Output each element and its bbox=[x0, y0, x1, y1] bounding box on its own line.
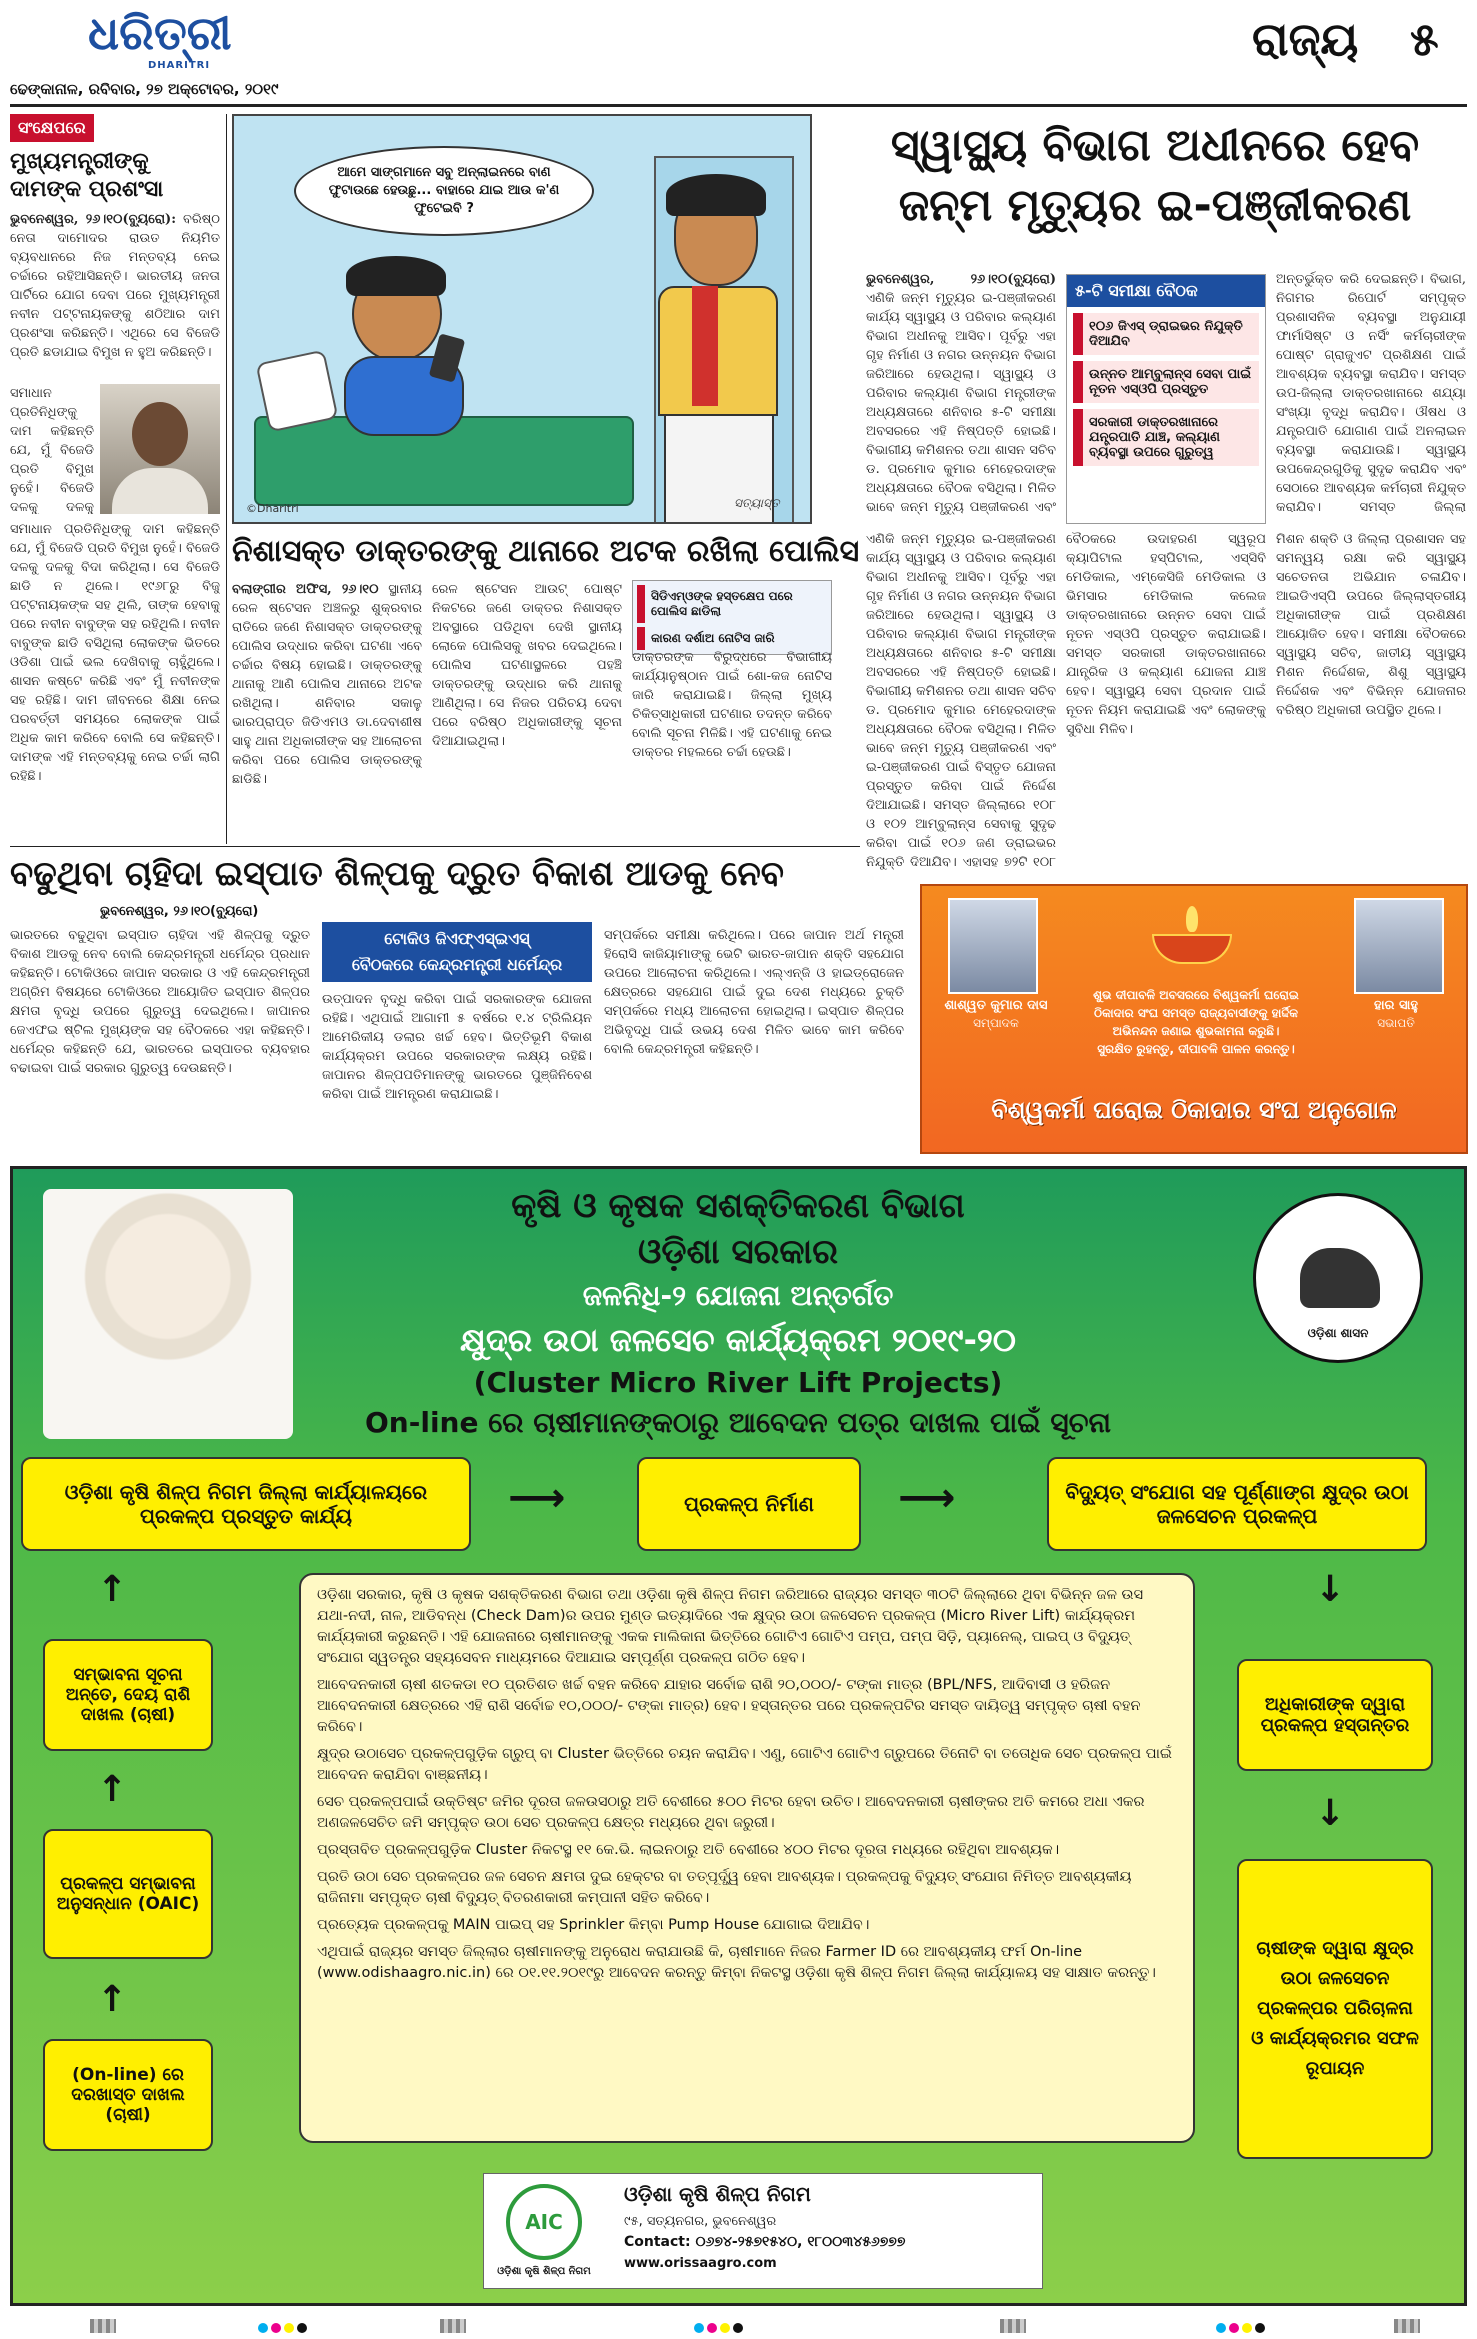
steel-box-line-2: ବୈଠକରେ କେନ୍ଦ୍ରମନ୍ତ୍ରୀ ଧର୍ମେନ୍ଦ୍ର bbox=[351, 955, 563, 974]
greeting-message: ଶୁଭ ଦୀପାବଳି ଅବସରରେ ବିଶ୍ୱକର୍ମା ଘରୋଇ ଠିକାଦାର ସଂଘ ସମସ୍ତ ରାଜ୍ୟବାସୀଙ୍କୁ ହାର୍ଦ୍ଦିକ ଅଭିନନ୍ଦନ ଜଣାଇ ଶୁଭକାମନା କରୁଛି। ସୁରକ୍ଷିତ ରୁହନ୍ତୁ, ଦୀପାବଳି ପାଳନ କରନ୍ତୁ। bbox=[1093, 988, 1299, 1056]
name-editor: ଶାଶ୍ୱତ କୁମାର ଦାସ bbox=[944, 998, 1048, 1013]
ad-title-line-2: ଓଡ଼ିଶା ସରକାର bbox=[637, 1232, 839, 1272]
brief-text-2b: ସମାଧାନ ପ୍ରତିନିଧିଙ୍କୁ ଦାମ କହିଛନ୍ତି ଯେ, ମୁଁ ବିଜେଡି ପ୍ରତି ବିମୁଖ ନୁହେଁ। ବିଜେଡି ଦଳକୁ ଦଳକୁ ବିଦା କରିଥିଲା। ସେ ବିଜେଡି ଛାଡି ନ ଥିଲେ। ୧୯୬୮ରୁ ବିଜୁ ପଟ୍ଟନାୟକଙ୍କ ସହ ଥିଲି, ତାଙ୍କ ହେବାକୁ ପରେ ନବୀନ ବାବୁଙ୍କ ସହ ରହିଥିଲି। ନବୀନ ବାବୁଙ୍କ ଛାଡି ବସିଥିଲା ଲୋକଙ୍କ ଭିତରେ ଓଡିଶା ପାଇଁ ଭଲ ଦେଖିବାକୁ ଚାହୁଁଥିଲେ। ଶାସନ କଷ୍ଟେ କରିଛି ଏବଂ ମୁଁ ନବୀନଙ୍କ ସହ ରହିଛି। ଦାମ ଜୀବନରେ ଶିକ୍ଷା ନେଇ ପରବର୍ତ୍ତୀ ସମୟରେ ଲୋକଙ୍କ ପାଇଁ ଅଧିକ କାମ କରିବେ ବୋଲି ସେ କହିଛନ୍ତି। ଦାମଙ୍କ ଏହି ମନ୍ତବ୍ୟକୁ ନେଇ ଚର୍ଚ୍ଚା ଲାଗି ରହିଛି। bbox=[10, 522, 220, 784]
ad-title-line-3: ଜଳନିଧି-୨ ଯୋଜନା ଅନ୍ତର୍ଗତ bbox=[582, 1279, 894, 1312]
greeting-ad bbox=[920, 884, 1468, 1154]
print-mark bbox=[1000, 2319, 1026, 2333]
health-col-3 bbox=[1276, 270, 1466, 520]
flow-right-2: ଚାଷୀଙ୍କ ଦ୍ୱାରା କ୍ଷୁଦ୍ର ଉଠା ଜଳସେଚନ ପ୍ରକଳ୍ପର ପରିଚାଳନା ଓ କାର୍ଯ୍ୟକ୍ରମର ସଫଳ ରୂପାୟନ bbox=[1237, 1859, 1433, 2159]
emblem-horse-icon bbox=[1300, 1248, 1380, 1308]
police-text-3: ଡାକ୍ତରଙ୍କ ବିରୁଦ୍ଧରେ ବିଭାଗୀୟ କାର୍ଯ୍ୟାନୁଷ୍ଠାନ ପାଇଁ ଶୋ-କଜ ନୋଟିସ ଜାରି କରାଯାଇଛି। ଜିଲ୍ଲା ମୁଖ୍ୟ ଚିକିତ୍ସାଧିକାରୀ ଘଟଣାର ତଦନ୍ତ କରିବେ ବୋଲି ସୂଚନା ମିଳିଛି। ଏହି ଘଟଣାକୁ ନେଇ ଡାକ୍ତର ମହଲରେ ଚର୍ଚ୍ଚା ହେଉଛି। bbox=[632, 650, 832, 760]
logo-sub: DHARITRI bbox=[148, 60, 211, 71]
steel-headline: ବଢୁଥିବା ଚାହିଦା ଇସ୍ପାତ ଶିଳ୍ପକୁ ଦ୍ରୁତ ବିକାଶ ଆଡକୁ ନେବ bbox=[10, 854, 784, 894]
health-col-1b: ଏଣିକି ଜନ୍ମ ମୃତ୍ୟୁର ଇ-ପଞ୍ଜୀକରଣ କାର୍ଯ୍ୟ ସ୍ୱାସ୍ଥ୍ୟ ଓ ପରିବାର କଲ୍ୟାଣ ବିଭାଗ ଅଧୀନକୁ ଆସିବ। ପୂର୍ବରୁ ଏହା ଗୃହ ନିର୍ମାଣ ଓ ନଗର ଉନ୍ନୟନ ବିଭାଗ ଜରିଆରେ ହେଉଥିଲା। ସ୍ୱାସ୍ଥ୍ୟ ଓ ପରିବାର କଲ୍ୟାଣ ବିଭାଗ ମନ୍ତ୍ରୀଙ୍କ ଅଧ୍ୟକ୍ଷତାରେ ଶନିବାର ୫-ଟି ସମୀକ୍ଷା ଅବସରରେ ଏହି ନିଷ୍ପତ୍ତି ହୋଇଛି। ବିଭାଗୀୟ କମିଶନର ତଥା ଶାସନ ସଚିବ ଡ. ପ୍ରମୋଦ କୁମାର ମେହେରଦାଙ୍କ ଅଧ୍ୟକ୍ଷତାରେ ବୈଠକ ବସିଥିଲା। ମିଳିତ ଭାବେ ଜନ୍ମ ମୃତ୍ୟୁ ପଞ୍ଜୀକରଣ ଏବଂ ଇ-ପଞ୍ଜୀକରଣ ପାଇଁ ବିସ୍ତୃତ ଯୋଜନା ପ୍ରସ୍ତୁତ କରିବା ପାଇଁ ନିର୍ଦ୍ଦେଶ ଦିଆଯାଇଛି। ସମସ୍ତ ଜିଲ୍ଲାରେ ୧୦୮ ଓ ୧୦୨ ଆମ୍ବୁଲାନ୍ସ ସେବାକୁ ସୁଦୃଢ କରିବା ପାଇଁ ୧୦୬ ଜଣ ଡ୍ରାଇଭର ନିଯୁକ୍ତି ଦିଆଯିବ। ଏହାସହ ୭୨ଟି ୧୦୮ bbox=[866, 532, 1056, 870]
health-headline-1: ସ୍ୱାସ୍ଥ୍ୟ ବିଭାଗ ଅଧୀନରେ ହେବ bbox=[890, 120, 1420, 171]
health-sidebar-item-2: ଉନ୍ନତ ଆମ୍ବୁଲାନ୍ସ ସେବା ପାଇଁ ନୂତନ ଏସ୍‌ଓପି ପ୍ରସ୍ତୁତ bbox=[1073, 361, 1259, 403]
role-president: ସଭାପତି bbox=[1377, 1016, 1415, 1030]
police-text-2: ରେଳ ଷ୍ଟେସନ ଆଉଟ୍‌ ପୋଷ୍ଟ ନିକଟରେ ଜଣେ ଡାକ୍ତର ନିଶାସକ୍ତ ଅବସ୍ଥାରେ ପଡିଥିବା ଦେଖି ସ୍ଥାନୀୟ ଲୋକେ ପୋଲିସକୁ ଖବର ଦେଇଥିଲେ। ପୋଲିସ ଘଟଣାସ୍ଥଳରେ ପହଞ୍ଚି ଡାକ୍ତରଙ୍କୁ ଉଦ୍ଧାର କରି ଥାନାକୁ ଆଣିଥିଲା। ସେ ନିଜର ପରିଚୟ ଦେବା ପରେ ବରିଷ୍ଠ ଅଧିକାରୀଙ୍କୁ ସୂଚନା ଦିଆଯାଇଥିଲା। bbox=[432, 582, 622, 749]
health-text-left: ଏଣିକି ଜନ୍ମ ମୃତ୍ୟୁର ଇ-ପଞ୍ଜୀକରଣ କାର୍ଯ୍ୟ ସ୍ୱାସ୍ଥ୍ୟ ଓ ପରିବାର କଲ୍ୟାଣ ବିଭାଗ ଅଧୀନକୁ ଆସିବ। ପୂର୍ବରୁ ଏହା ଗୃହ ନିର୍ମାଣ ଓ ନଗର ଉନ୍ନୟନ ବିଭାଗ ଜରିଆରେ ହେଉଥିଲା। ସ୍ୱାସ୍ଥ୍ୟ ଓ ପରିବାର କଲ୍ୟାଣ ବିଭାଗ ମନ୍ତ୍ରୀଙ୍କ ଅଧ୍ୟକ୍ଷତାରେ ଶନିବାର ୫-ଟି ସମୀକ୍ଷା ଅବସରରେ ଏହି ନିଷ୍ପତ୍ତି ହୋଇଛି। ବିଭାଗୀୟ କମିଶନର ତଥା ଶାସନ ସଚିବ ଡ. ପ୍ରମୋଦ କୁମାର ମେହେରଦାଙ୍କ ଅଧ୍ୟକ୍ଷତାରେ ବୈଠକ ବସିଥିଲା। ମିଳିତ ଭାବେ ଜନ୍ମ ମୃତ୍ୟୁ ପଞ୍ଜୀକରଣ ଏବଂ bbox=[866, 291, 1056, 515]
flow-top-1: ଓଡ଼ିଶା କୃଷି ଶିଳ୍ପ ନିଗମ ଜିଲ୍ଲା କାର୍ଯ୍ୟାଳୟରେ ପ୍ରକଳ୍ପ ପ୍ରସ୍ତୁତ କାର୍ଯ୍ୟ bbox=[21, 1457, 471, 1551]
ad-title-line-5: (Cluster Micro River Lift Projects) bbox=[473, 1366, 1003, 1399]
steel-top-rule bbox=[10, 846, 860, 847]
photo-shirt-icon bbox=[112, 468, 208, 514]
speech-text: ଆମେ ସାଙ୍ଗମାନେ ସବୁ ଅନ୍‌ଲାଇନରେ ବାଣ ଫୁଟାଉଛେ ହେଉଛୁ... ବାହାରେ ଯାଇ ଆଉ କ'ଣ ଫୁଟେଇବି ? bbox=[328, 165, 560, 216]
health-sidebar-title: ୫-ଟି ସମୀକ୍ଷା ବୈଠକ bbox=[1067, 275, 1265, 307]
health-sidebar-item-1: ୧୦୬ ଜିଏସ୍ ଡ୍ରାଇଭର ନିଯୁକ୍ତି ଦିଆଯିବ bbox=[1073, 313, 1259, 355]
color-registration-mark bbox=[258, 2323, 307, 2333]
steel-text-3: ସମ୍ପର୍କରେ ସମୀକ୍ଷା କରିଥିଲେ। ପରେ ଜାପାନ ଅର୍ଥ ମନ୍ତ୍ରୀ ହିରୋସି କାଜିୟାମାଙ୍କୁ ଭେଟି ଭାରତ-ଜାପାନ ଶକ୍ତି ସହଯୋଗ ଉପରେ ଆଲୋଚନା କରିଥିଲେ। ଏଲ୍‌ଏନ୍‌ଜି ଓ ହାଇଡ୍ରୋଜେନ କ୍ଷେତ୍ରରେ ସହଯୋଗ ପାଇଁ ଦୁଇ ଦେଶ ମଧ୍ୟରେ ଚୁକ୍ତି ସମ୍ପର୍କରେ ମଧ୍ୟ ଆଲୋଚନା ହୋଇଥିଲା। ଇସ୍ପାତ ଶିଳ୍ପର ଅଭିବୃଦ୍ଧି ପାଇଁ ଉଭୟ ଦେଶ ମିଳିତ ଭାବେ କାମ କରିବେ ବୋଲି କେନ୍ଦ୍ରମନ୍ତ୍ରୀ କହିଛନ୍ତି। bbox=[604, 928, 904, 1057]
health-sidebar bbox=[1066, 274, 1266, 524]
brief-headline: ମୁଖ୍ୟମନ୍ତ୍ରୀଙ୍କୁ ଦାମଙ୍କ ପ୍ରଶଂସା bbox=[10, 149, 164, 202]
dateline: ଢେଙ୍କାନାଳ, ରବିବାର, ୨୭ ଅକ୍ଟୋବର, ୨୦୧୯ bbox=[10, 80, 279, 98]
ad-notice bbox=[299, 1573, 1195, 2143]
police-col-3 bbox=[632, 648, 832, 836]
brief-dateline: ଭୁବନେଶ୍ୱର, ୨୬।୧୦(ବ୍ୟୁରୋ): bbox=[10, 212, 177, 227]
steel-box bbox=[322, 922, 592, 982]
health-headline-2: ଜନ୍ମ ମୃତ୍ୟୁର ଇ-ପଞ୍ଜୀକରଣ bbox=[898, 180, 1412, 231]
speech-bubble bbox=[294, 146, 594, 236]
police-sidebar-item-2: କାରଣ ଦର୍ଶାଅ ନୋଟିସ ଜାରି bbox=[637, 627, 827, 650]
ad-para-5: ପ୍ରସ୍ତାବିତ ପ୍ରକଳ୍ପଗୁଡ଼ିକ Cluster ନିକଟସ୍ଥ ୧୧ କେ.ଭି. ଲାଇନଠାରୁ ଅତି ବେଶୀରେ ୪୦୦ ମିଟର ଦୂରତା ମଧ୍ୟରେ ରହିଥିବା ଆବଶ୍ୟକ। bbox=[317, 1842, 1060, 1858]
brief-column bbox=[10, 114, 220, 874]
photo-editor bbox=[948, 898, 1038, 994]
health-text-right: ଅନ୍ତର୍ଭୁକ୍ତ କରି ଦେଇଛନ୍ତି। ବିଭାଗ, ନିଗମର ରିପୋର୍ଟ ସମ୍ପୃକ୍ତ ପ୍ରଶାସନିକ ବ୍ୟବସ୍ଥା ଅନୁଯାୟୀ ଫାର୍ମାସିଷ୍ଟ ଓ ନର୍ସିଂ କର୍ମଚାରୀଙ୍କ ପୋଷ୍ଟ ଗ୍ରାଜୁଏଟ ପ୍ରଶିକ୍ଷଣ ପାଇଁ ଆବଶ୍ୟକ ବ୍ୟବସ୍ଥା କରାଯିବ। ସମସ୍ତ ଉପ-ଜିଲ୍ଲା ଡାକ୍ତରଖାନାରେ ଶଯ୍ୟା ସଂଖ୍ୟା ବୃଦ୍ଧି କରାଯିବ। ଔଷଧ ଓ ଯନ୍ତ୍ରପାତି ଯୋଗାଣ ପାଇଁ ଅନଲାଇନ ବ୍ୟବସ୍ଥା କରାଯାଉଛି। ସ୍ୱାସ୍ଥ୍ୟ ଉପକେନ୍ଦ୍ରଗୁଡିକୁ ସୁଦୃଢ କରାଯିବ ଏବଂ ସେଠାରେ ଆବଶ୍ୟକ କର୍ମଚାରୀ ନିଯୁକ୍ତ କରାଯିବ। ସମସ୍ତ ଜିଲ୍ଲା bbox=[1276, 272, 1466, 515]
health-dateline: ଭୁବନେଶ୍ୱର, ୨୬।୧୦(ବ୍ୟୁରୋ) bbox=[866, 272, 1056, 287]
cartoon bbox=[232, 114, 812, 524]
ad-footer bbox=[483, 2173, 1043, 2289]
arrow-down-icon: ↓ bbox=[1315, 1569, 1346, 1610]
arrow-up-icon: ↑ bbox=[97, 1979, 128, 2020]
page-number: ୫ bbox=[1410, 12, 1439, 66]
cartoon-boy-hair bbox=[346, 256, 446, 296]
role-editor: ସମ୍ପାଦକ bbox=[973, 1016, 1019, 1030]
health-col-2b bbox=[1066, 530, 1266, 870]
ad-para-6: ପ୍ରତି ଉଠା ସେଚ ପ୍ରକଳ୍ପର ଜଳ ସେଚନ କ୍ଷମତା ଦୁଇ ହେକ୍ଟର ବା ତତ୍ପୂର୍ଦ୍ଧ୍ୱ ହେବା ଆବଶ୍ୟକ। ପ୍ରକଳ୍ପକୁ ବିଦ୍ୟୁତ୍ ସଂଯୋଗ ନିମିତ୍ତ ଆବଶ୍ୟକୀୟ ରାଜିନାମା ସମ୍ପୃକ୍ତ ଚାଷୀ ବିଦ୍ୟୁତ୍ ବିତରଣକାରୀ କମ୍ପାନୀ ସହିତ କରିବେ। bbox=[317, 1869, 1132, 1906]
org-website: www.orissaagro.com bbox=[624, 2256, 777, 2271]
steel-col-2 bbox=[322, 990, 592, 1154]
masthead bbox=[0, 0, 1477, 100]
health-sidebar-item-3: ସରକାରୀ ଡାକ୍ତରଖାନାରେ ଯନ୍ତ୍ରପାତି ଯାଞ୍ଚ, କଲ୍ୟାଣ ବ୍ୟବସ୍ଥା ଉପରେ ଗୁରୁତ୍ୱ bbox=[1073, 409, 1259, 466]
emblem-text: ଓଡ଼ିଶା ଶାସନ bbox=[1307, 1326, 1369, 1340]
col-rule-1 bbox=[226, 114, 227, 844]
odisha-emblem bbox=[1253, 1193, 1423, 1363]
cartoon-man-hair bbox=[666, 174, 766, 216]
photo-face-icon bbox=[132, 402, 188, 466]
cartoon-signature: ସତ୍ୟାସ୍ତ bbox=[734, 496, 780, 510]
brief-text-2a: ସମାଧାନ ପ୍ରତିନିଧିଙ୍କୁ ଦାମ କହିଛନ୍ତି ଯେ, ମୁଁ ବିଜେଡି ପ୍ରତି ବିମୁଖ ନୁହେଁ। ବିଜେଡି ଦଳକୁ ଦଳକୁ bbox=[10, 386, 94, 514]
police-col-2 bbox=[432, 580, 622, 836]
steel-text-2: ଉତ୍ପାଦନ ବୃଦ୍ଧି କରିବା ପାଇଁ ସରକାରଙ୍କ ଯୋଜନା ରହିଛି। ଏଥିପାଇଁ ଆଗାମୀ ୫ ବର୍ଷରେ ୧.୪ ଟ୍ରିଲିୟନ ଆମେରିକୀୟ ଡଲାର ଖର୍ଚ୍ଚ ହେବ। ଭିତ୍ତିଭୂମି ବିକାଶ କାର୍ଯ୍ୟକ୍ରମ ଉପରେ ସରକାରଙ୍କ ଲକ୍ଷ୍ୟ ରହିଛି। ଜାପାନର ଶିଳ୍ପପତିମାନଙ୍କୁ ଭାରତରେ ପୁଞ୍ଜିନିବେଶ କରିବା ପାଇଁ ଆମନ୍ତ୍ରଣ କରାଯାଇଛି। bbox=[322, 992, 592, 1102]
logo-text: ଧରିତ୍ରୀ bbox=[88, 6, 232, 60]
color-registration-mark bbox=[1216, 2323, 1265, 2333]
steel-text-1: ଭାରତରେ ବଢୁଥିବା ଇସ୍ପାତ ଚାହିଦା ଏହି ଶିଳ୍ପକୁ ଦ୍ରୁତ ବିକାଶ ଆଡକୁ ନେବ ବୋଲି କେନ୍ଦ୍ରମନ୍ତ୍ରୀ ଧର୍ମେନ୍ଦ୍ର ପ୍ରଧାନ କହିଛନ୍ତି। ଟୋକିଓରେ ଜାପାନ ସରକାର ଓ ଏହି କେନ୍ଦ୍ରମନ୍ତ୍ରୀ ଅଗ୍ରିମ ବିଷୟରେ ଟୋକିଓରେ ଆୟୋଜିତ ଇସ୍ପାତ ଶିଳ୍ପର କ୍ଷମତା ବୃଦ୍ଧି ଉପରେ ଗୁରୁତ୍ୱ ଦେଇଥିଲେ। ଜାପାନର ଜେଏଫଇ ଷ୍ଟିଲ ମୁଖ୍ୟଙ୍କ ସହ ବୈଠକରେ ଏହା କହିଛନ୍ତି। ଧର୍ମେନ୍ଦ୍ର କହିଛନ୍ତି ଯେ, ଭାରତରେ ଇସ୍ପାତର ବ୍ୟବହାର ବଢାଇବା ପାଇଁ ସରକାର ଗୁରୁତ୍ୱ ଦେଉଛନ୍ତି। bbox=[10, 928, 310, 1076]
cm-photo bbox=[43, 1189, 293, 1439]
ad-title-line-1: କୃଷି ଓ କୃଷକ ସଶକ୍ତିକରଣ ବିଭାଗ bbox=[511, 1186, 965, 1226]
health-col-1 bbox=[866, 270, 1056, 518]
police-headline: ନିଶାସକ୍ତ ଡାକ୍ତରଙ୍କୁ ଥାନାରେ ଅଟକ ରଖିଲା ପୋଲିସ bbox=[232, 534, 860, 569]
org-contact: Contact: ୦୬୭୪-୨୫୭୧୫୪୦, ୧୮୦୦୩୪୫୬୭୭୭ bbox=[624, 2234, 906, 2250]
steel-col-1 bbox=[10, 926, 310, 1154]
ad-para-2: ଆବେଦନକାରୀ ଚାଷୀ ଶତକଡା ୧୦ ପ୍ରତିଶତ ଖର୍ଚ୍ଚ ବହନ କରିବେ ଯାହାର ସର୍ବୋଚ୍ଚ ରାଶି ୨୦,୦୦୦/- ଟଙ୍କା ମାତ୍ର (BPL/NFS, ଆଦିବାସୀ ଓ ହରିଜନ ଆବେଦନକାରୀ କ୍ଷେତ୍ରରେ ଏହି ରାଶି ସର୍ବୋଚ୍ଚ ୧୦,୦୦୦/- ଟଙ୍କା ମାତ୍ର) ହେବ। ହସ୍ତାନ୍ତର ପରେ ପ୍ରକଳ୍ପଟିର ସମସ୍ତ ଦାୟିତ୍ୱ ସମ୍ପୃକ୍ତ ଚାଷୀ ବହନ କରିବେ। bbox=[317, 1677, 1141, 1735]
health-col-3b bbox=[1276, 530, 1466, 870]
police-col-1 bbox=[232, 580, 422, 836]
health-text-bottom-left: ବୈଠକରେ ଉଦାହରଣ ସ୍ୱରୂପ କ୍ୟାପିଟାଲ ହସ୍ପିଟାଲ, ଏସ୍‌ସିବି ମେଡିକାଲ, ଏମ୍‌କେସିଜି ମେଡିକାଲ ଓ ଭିମସାର ମେଡିକାଲ କଲେଜ ଡାକ୍ତରଖାନାରେ ଉନ୍ନତ ସେବା ପାଇଁ ନୂତନ ଏସ୍‌ଓପି ପ୍ରସ୍ତୁତ କରାଯାଇଛି। ସମସ୍ତ ସରକାରୀ ଡାକ୍ତରଖାନାରେ ଯାନ୍ତ୍ରିକ ଓ କଲ୍ୟାଣ ଯୋଜନା ଯାଞ୍ଚ ହେବ। ସ୍ୱାସ୍ଥ୍ୟ ସେବା ପ୍ରଦାନ ପାଇଁ ନୂତନ ନିୟମ କରାଯାଇଛି ଏବଂ ଲୋକଙ୍କୁ ସୁବିଧା ମିଳିବ। bbox=[1066, 532, 1266, 737]
govt-ad bbox=[10, 1166, 1467, 2306]
steel-dateline: ଭୁବନେଶ୍ୱର, ୨୬।୧୦(ବ୍ୟୁରୋ) bbox=[100, 904, 259, 919]
ad-title-line-6: On-line ରେ ଚାଷୀମାନଙ୍କଠାରୁ ଆବେଦନ ପତ୍ର ଦାଖଲ ପାଇଁ ସୂଚନା bbox=[365, 1406, 1111, 1439]
flow-top-3: ବିଦ୍ୟୁତ୍ ସଂଯୋଗ ସହ ପୂର୍ଣ୍ଣାଙ୍ଗ କ୍ଷୁଦ୍ର ଉଠା ଜଳସେଚନ ପ୍ରକଳ୍ପ bbox=[1047, 1457, 1427, 1551]
police-dateline: ବଲାଙ୍ଗୀର ଅଫିସ, ୨୬।୧୦ bbox=[232, 582, 379, 597]
police-sidebar bbox=[632, 580, 832, 655]
org-name: ଓଡ଼ିଶା କୃଷି ଶିଳ୍ପ ନିଗମ bbox=[624, 2182, 811, 2206]
color-registration-mark bbox=[694, 2323, 743, 2333]
arrow-right-icon: ⟶ bbox=[898, 1475, 956, 1521]
oaic-logo bbox=[506, 2184, 582, 2260]
print-mark bbox=[1394, 2319, 1420, 2333]
ad-para-1: ଓଡ଼ିଶା ସରକାର, କୃଷି ଓ କୃଷକ ସଶକ୍ତିକରଣ ବିଭାଗ ତଥା ଓଡ଼ିଶା କୃଷି ଶିଳ୍ପ ନିଗମ ଜରିଆରେ ରାଜ୍ୟର ସମସ୍ତ ୩୦ଟି ଜିଲ୍ଲାରେ ଥିବା ବିଭିନ୍ନ ଜଳ ଉସ ଯଥା-ନଦୀ, ନାଳ, ଆଡିବନ୍ଧ (Check Dam)ର ଉପର ମୁଣ୍ଡ ଇତ୍ୟାଦିରେ ଏକ କ୍ଷୁଦ୍ର ଉଠା ଜଳସେଚନ ପ୍ରକଳ୍ପ (Micro River Lift) କାର୍ଯ୍ୟକ୍ରମ କାର୍ଯ୍ୟକାରୀ କରୁଛନ୍ତି। ଏହି ଯୋଜନାରେ ଚାଷୀମାନଙ୍କୁ ଏକକ ମାଲିକାନା ଭିତ୍ତିରେ ଗୋଟିଏ ଗୋଟିଏ ପମ୍ପ, ପମ୍ପ ସିଡ଼ି, ପ୍ୟାନେଲ୍, ପାଇପ୍ ଓ ବିଦ୍ୟୁତ୍ ସଂଯୋଗ ସ୍ୱତନ୍ତ୍ର ସହ୍ୟସେବନ ମାଧ୍ୟମରେ ଦିଆଯାଇ ସମ୍ପୂର୍ଣ୍ଣ ପ୍ରକଳ୍ପ ଗଠିତ ହେବ। bbox=[317, 1587, 1144, 1666]
section-name: ରାଜ୍ୟ bbox=[1252, 12, 1359, 66]
brief-tag: ସଂକ୍ଷେପରେ bbox=[10, 114, 94, 142]
damodar-photo bbox=[100, 384, 220, 514]
ad-title-line-4: କ୍ଷୁଦ୍ର ଉଠା ଜଳସେଚ କାର୍ଯ୍ୟକ୍ରମ ୨୦୧୯-୨୦ bbox=[460, 1321, 1016, 1359]
cartoon-credit: ©Dharitri bbox=[246, 502, 299, 515]
oaic-logo-caption: ଓଡ଼ିଶା କୃଷି ଶିଳ୍ପ ନିଗମ bbox=[497, 2266, 591, 2277]
health-text-bottom-right: ମିଶନ ଶକ୍ତି ଓ ଜିଲ୍ଲା ପ୍ରଶାସନ ସହ ସମନ୍ୱୟ ରକ୍ଷା କରି ସ୍ୱାସ୍ଥ୍ୟ ସଚେତନତା ଅଭିଯାନ ଚଳାଯିବ। ଆଇଡିଏସ୍‌ପି ଉପରେ ଜିଲ୍ଲାସ୍ତରୀୟ ଅଧିକାରୀଙ୍କ ପାଇଁ ପ୍ରଶିକ୍ଷଣ ଆୟୋଜିତ ହେବ। ସମୀକ୍ଷା ବୈଠକରେ ସ୍ୱାସ୍ଥ୍ୟ ସଚିବ, ଜାତୀୟ ସ୍ୱାସ୍ଥ୍ୟ ମିଶନ ନିର୍ଦ୍ଦେଶକ, ଶିଶୁ ସ୍ୱାସ୍ଥ୍ୟ ନିର୍ଦ୍ଦେଶକ ଏବଂ ବିଭିନ୍ନ ଯୋଜନାର ବରିଷ୍ଠ ଅଧିକାରୀ ଉପସ୍ଥିତ ଥିଲେ। bbox=[1276, 532, 1466, 718]
flow-left-3: (On-line) ରେ ଦରଖାସ୍ତ ଦାଖଲ (ଚାଷୀ) bbox=[43, 2039, 213, 2151]
masthead-rule bbox=[10, 104, 1467, 107]
arrow-up-icon: ↑ bbox=[97, 1769, 128, 1810]
ad-para-4: ସେଚ ପ୍ରକଳ୍ପପାଇଁ ଉକ୍ତିଷ୍ଟ ଜମିର ଦୂରତା ଜଳଉସଠାରୁ ଅତି ବେଶୀରେ ୫୦୦ ମିଟର ହେବା ଉଚିତ। ଆବେଦନକାରୀ ଚାଷୀଙ୍କର ଅତି କମରେ ଅଧା ଏକର ଅଣଜଳସେଚିତ ଜମି ସମ୍ପୃକ୍ତ ଉଠା ସେଚ ପ୍ରକଳ୍ପ କ୍ଷେତ୍ର ମଧ୍ୟରେ ଥିବା ଜରୁରୀ। bbox=[317, 1794, 1145, 1831]
arrow-right-icon: ⟶ bbox=[508, 1475, 566, 1521]
print-mark bbox=[440, 2319, 466, 2333]
flow-left-2: ପ୍ରକଳ୍ପ ସମ୍ଭାବନା ଅନୁସନ୍ଧାନ (OAIC) bbox=[43, 1829, 213, 1959]
ad-para-3: କ୍ଷୁଦ୍ର ଉଠାସେଚ ପ୍ରକଳ୍ପଗୁଡ଼ିକ ଗ୍ରୁପ୍ ବା Cluster ଭିତ୍ତିରେ ଚୟନ କରାଯିବ। ଏଣୁ, ଗୋଟିଏ ଗୋଟିଏ ଗ୍ରୁପରେ ତିନୋଟି ବା ତତୋଧିକ ସେଚ ପ୍ରକଳ୍ପ ପାଇଁ ଆବେଦନ କରାଯିବା ବାଞ୍ଛନୀୟ। bbox=[317, 1746, 1172, 1783]
cartoon-man-towel bbox=[692, 286, 718, 406]
cartoon-pillow bbox=[255, 349, 338, 432]
steel-box-line-1: ଟୋକିଓ ଜିଏଫ୍‌ଏସ୍‌ଇଏସ୍ bbox=[384, 929, 530, 948]
greeting-org: ବିଶ୍ୱକର୍ମା ଘରୋଇ ଠିକାଦାର ସଂଘ ଅନୁଗୋଳ bbox=[991, 1096, 1397, 1124]
photo-president bbox=[1354, 898, 1444, 994]
steel-col-3 bbox=[604, 926, 904, 1154]
oaic-logo-text: AIC bbox=[525, 2210, 563, 2234]
brief-text-1: ବରିଷ୍ଠ ନେତା ଦାମୋଦର ରାଉତ ନିୟମିତ ବ୍ୟବଧାନରେ ନିଜ ମନ୍ତବ୍ୟ ନେଇ ଚର୍ଚ୍ଚାରେ ରହିଆସିଛନ୍ତି। ଭାରତୀୟ ଜନତା ପାର୍ଟିରେ ଯୋଗ ଦେବା ପରେ ମୁଖ୍ୟମନ୍ତ୍ରୀ ନବୀନ ପଟ୍ଟନାୟକଙ୍କୁ ଶଠିଆର ଦାମ ପ୍ରଶଂସା କରିଛନ୍ତି। ଏଥିରେ ସେ ବିଜେଡି ପ୍ରତି ଛଡାଯାଇ ବିମୁଖ ନ ହୁଅ କରିଛନ୍ତି। bbox=[10, 212, 220, 360]
arrow-up-icon: ↑ bbox=[97, 1569, 128, 1610]
police-sidebar-item-1: ସିଡିଏମ୍‌ଓଙ୍କ ହସ୍ତକ୍ଷେପ ପରେ ପୋଲିସ ଛାଡିଲା bbox=[637, 585, 827, 623]
flow-right-1: ଅଧିକାରୀଙ୍କ ଦ୍ୱାରା ପ୍ରକଳ୍ପ ହସ୍ତାନ୍ତର bbox=[1237, 1659, 1433, 1771]
police-text-1: ସ୍ଥାନୀୟ ରେଳ ଷ୍ଟେସନ ଅଞ୍ଚଳରୁ ଶୁକ୍ରବାର ରାତିରେ ଜଣେ ନିଶାସକ୍ତ ଡାକ୍ତରଙ୍କୁ ପୋଲିସ ଉଦ୍ଧାର କରିବା ଘଟଣା ଏବେ ଚର୍ଚ୍ଚାର ବିଷୟ ହୋଇଛି। ଡାକ୍ତରଙ୍କୁ ଥାନାକୁ ଆଣି ପୋଲିସ ଥାନାରେ ଅଟକ ରଖିଥିଲା। ଶନିବାର ସକାଳୁ ଭାରପ୍ରାପ୍ତ ଜିଡିଏମଓ ଡା.ଦେବାଶୀଷ ସାହୁ ଥାନା ଅଧିକାରୀଙ୍କ ସହ ଆଲୋଚନା କରିବା ପରେ ପୋଲିସ ଡାକ୍ତରଙ୍କୁ ଛାଡିଛି। bbox=[232, 582, 422, 787]
diya-icon bbox=[1142, 906, 1242, 966]
print-mark bbox=[90, 2319, 116, 2333]
cartoon-man-shirt bbox=[658, 286, 778, 416]
ad-para-7: ପ୍ରତ୍ୟେକ ପ୍ରକଳ୍ପକୁ MAIN ପାଇପ୍ ସହ Sprinkler କିମ୍ବା Pump House ଯୋଗାଇ ଦିଆଯିବ। bbox=[317, 1917, 870, 1933]
logo bbox=[88, 6, 232, 71]
name-president: ହାର ସାହୁ bbox=[1374, 998, 1418, 1013]
arrow-down-icon: ↓ bbox=[1315, 1793, 1346, 1834]
ad-title bbox=[273, 1183, 1203, 1443]
flow-top-2: ପ୍ରକଳ୍ପ ନିର୍ମାଣ bbox=[637, 1457, 861, 1551]
brief-body bbox=[10, 210, 220, 380]
flow-left-1: ସମ୍ଭାବନା ସୂଚନା ଅନ୍ତେ, ଦେୟ ରାଶି ଦାଖଲ (ଚାଷୀ) bbox=[43, 1639, 213, 1751]
ad-para-8: ଏଥିପାଇଁ ରାଜ୍ୟର ସମସ୍ତ ଜିଲ୍ଲାର ଚାଷୀମାନଙ୍କୁ ଅନୁରୋଧ କରାଯାଉଛି କି, ଚାଷୀମାନେ ନିଜର Farmer ID ରେ ଆବଶ୍ୟକୀୟ ଫର୍ମ On-line (www.odishaagro.nic.in) ରେ ୦୧.୧୧.୨୦୧୯ରୁ ଆବେଦନ କରନ୍ତୁ କିମ୍ବା ନିକଟସ୍ଥ ଓଡ଼ିଶା କୃଷି ଶିଳ୍ପ ନିଗମ ଜିଲ୍ଲା କାର୍ଯ୍ୟାଳୟ ସହ ସାକ୍ଷାତ କରନ୍ତୁ। bbox=[317, 1944, 1156, 1981]
org-address: ୯୫, ସତ୍ୟନଗର, ଭୁବନେଶ୍ୱର bbox=[624, 2214, 777, 2229]
